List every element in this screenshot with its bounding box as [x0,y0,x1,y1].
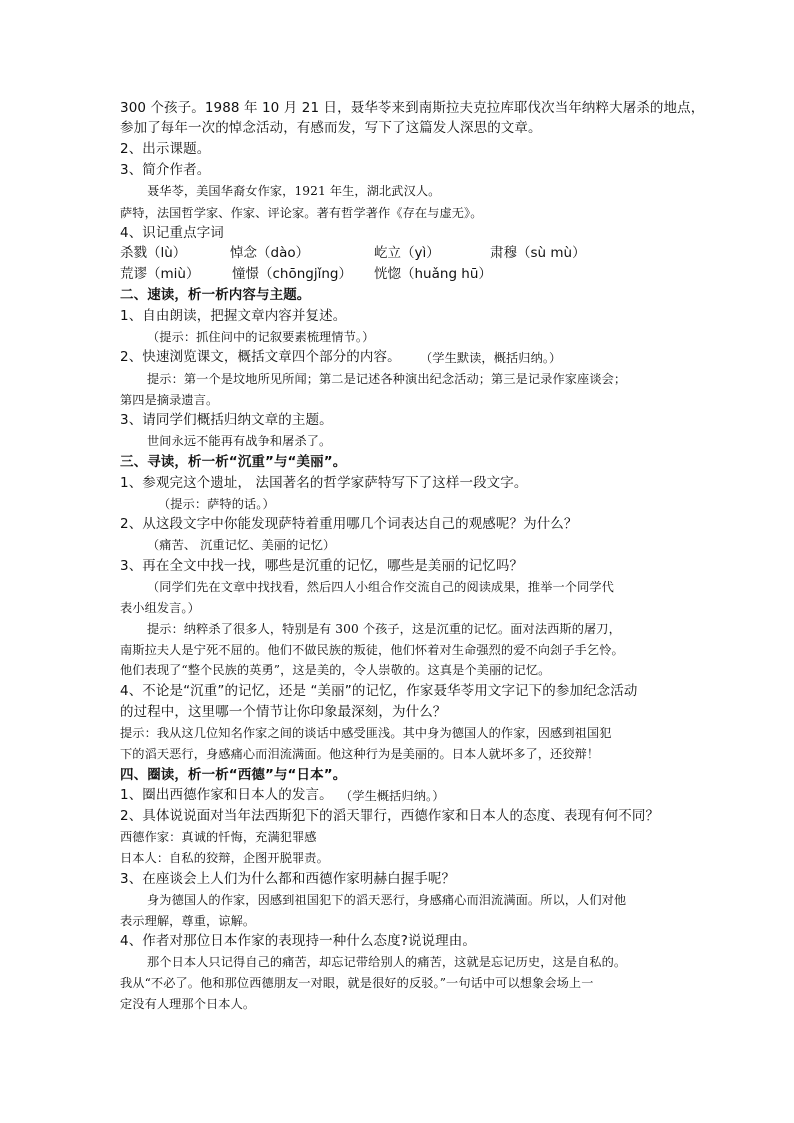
text-line: 西德作家：真诚的忏悔，充满犯罪感 [120,830,317,844]
text-line: 2、具体说说面对当年法西斯犯下的滔天罪行，西德作家和日本人的态度、表现有何不同？ [120,808,660,824]
text-line: 第四是摘录遗言。 [120,393,219,407]
text-line: 1、圈出西德作家和日本人的发言。 [120,787,333,803]
text-line: 2、出示课题。 [120,141,211,157]
text-line: 表示理解，尊重，谅解。 [120,914,256,928]
text-line: （提示：萨特的话。） [158,497,275,511]
text-line: （痛苦、 沉重记忆、美丽的记忆） [147,538,336,552]
vocab-item: 悼念（dào） [230,245,310,261]
vocab-item: 杀戮（lù） [120,245,187,261]
text-line: 2、快速浏览课文，概括文章四个部分的内容。 [120,349,401,365]
vocab-item: 荒谬（miù） [120,266,200,282]
text-line: 日本人：自私的狡辩，企图开脱罪责。 [120,851,329,865]
text-line: （学生概括归纳。） [340,789,445,803]
text-line: 1、参观完这个遗址， 法国著名的哲学家萨特写下了这样一段文字。 [120,475,528,491]
text-line: （同学们先在文章中找找看，然后四人小组合作交流自己的阅读成果，推举一个同学代 [147,580,614,594]
text-line: 3、在座谈会上人们为什么都和西德作家明赫白握手呢？ [120,871,456,887]
text-line: 300 个孩子。1988 年 10 月 21 日，聂华苓来到南斯拉夫克拉库耶伐次当年纳粹大屠杀的地点， [120,100,705,116]
vocab-item: 肃穆（sù mù） [490,245,586,261]
text-line: 提示：我从这几位知名作家之间的谈话中感受匪浅。其中身为德国人的作家，因感到祖国犯 [120,726,612,740]
vocab-item: 屹立（yì） [374,245,440,261]
text-line: 提示：第一个是坟地所见所闻；第二是记述各种演出纪念活动；第三是记录作家座谈会； [147,372,627,386]
text-line: 下的滔天恶行，身感痛心而泪流满面。他这种行为是美丽的。日本人就坏多了，还狡辩！ [120,747,600,761]
vocab-item: 恍惚（huǎng hū） [374,266,492,282]
text-line: 聂华苓，美国华裔女作家，1921 年生，湖北武汉人。 [147,184,441,198]
text-line: 3、简介作者。 [120,162,211,178]
text-line: 提示：纳粹杀了很多人，特别是有 300 个孩子，这是沉重的记忆。面对法西斯的屠刀， [147,622,621,636]
text-line: 3、请同学们概括归纳文章的主题。 [120,412,333,428]
text-line: 的过程中，这里哪一个情节让你印象最深刻，为什么？ [120,704,447,720]
section-heading: 四、圈读，析一析“西德”与“日本”。 [120,767,347,783]
text-line: 4、不论是“沉重”的记忆，还是 “美丽”的记忆，作家聂华苓用文字记下的参加纪念活动 [120,683,638,699]
text-line: 4、作者对那位日本作家的表现持一种什么态度?说说理由。 [120,933,476,949]
text-line: （提示：抓住问中的记叙要素梳理情节。） [147,330,375,344]
text-line: 参加了每年一次的悼念活动，有感而发，写下了这篇发人深思的文章。 [120,120,542,136]
text-line: 那个日本人只记得自己的痛苦，却忘记带给别人的痛苦，这就是忘记历史，这是自私的。 [147,955,627,969]
text-line: 4、识记重点字词 [120,225,224,241]
text-line: 身为德国人的作家，因感到祖国犯下的滔天恶行，身感痛心而泪流满面。所以，人们对他 [147,893,627,907]
text-line: 我从“不必了。他和那位西德朋友一对眼，就是很好的反驳。”一句话中可以想象会场上一 [120,976,594,990]
text-line: 世间永远不能再有战争和屠杀了。 [147,434,332,448]
text-line: 他们表现了“整个民族的英勇”，这是美的，令人崇敬的。这真是个美丽的记忆。 [120,663,551,677]
text-line: 表小组发言。） [120,601,200,615]
text-line: （学生默读，概括归纳。） [420,351,562,365]
section-heading: 三、寻读，析一析“沉重”与“美丽”。 [120,454,347,470]
text-line: 南斯拉夫人是宁死不屈的。他们不做民族的叛徒，他们怀着对生命强烈的爱不向刽子手乞怜。 [120,643,624,657]
section-heading: 二、速读，析一析内容与主题。 [120,287,311,303]
text-line: 3、再在全文中找一找，哪些是沉重的记忆，哪些是美丽的记忆吗？ [120,558,524,574]
vocab-item: 憧憬（chōngjǐng） [232,266,352,282]
text-line: 2、从这段文字中你能发现萨特着重用哪几个词表达自己的观感呢？为什么？ [120,516,578,532]
text-line: 萨特，法国哲学家、作家、评论家。著有哲学著作《存在与虚无》。 [120,206,483,220]
text-line: 1、自由朗读，把握文章内容并复述。 [120,308,347,324]
text-line: 定没有人理那个日本人。 [120,997,256,1011]
